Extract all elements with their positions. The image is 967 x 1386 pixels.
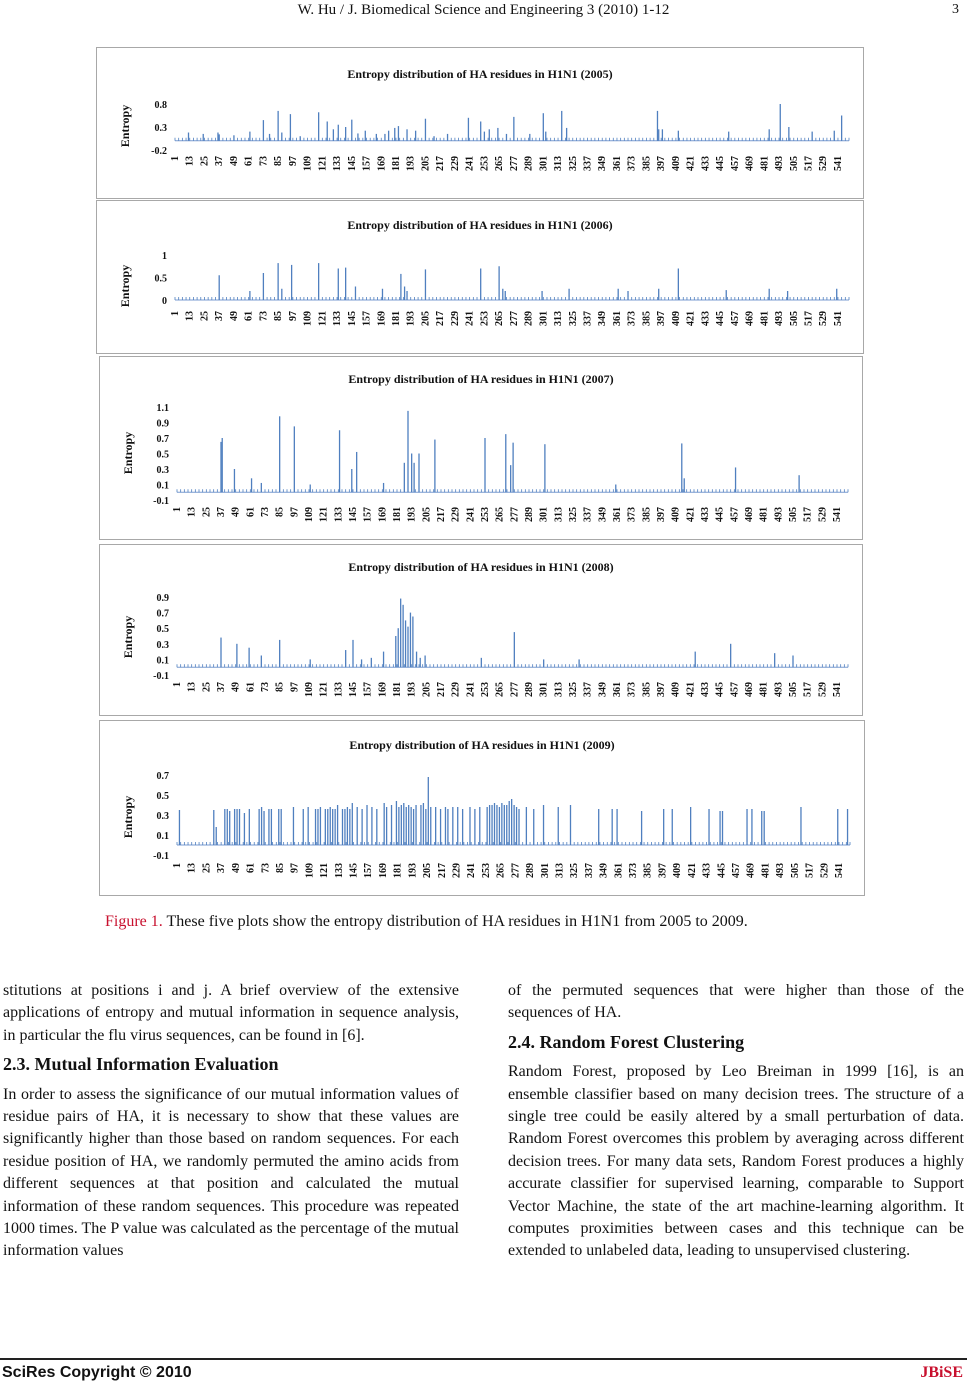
x-tick-label: 469: [744, 507, 755, 522]
x-tick-label: 541: [832, 507, 843, 522]
x-tick-label: 169: [377, 682, 389, 697]
y-tick-label: 0.3: [156, 465, 169, 476]
x-tick-label: 49: [230, 507, 242, 517]
y-tick-label: 0.1: [156, 480, 169, 492]
y-axis-label: Entropy: [118, 264, 132, 308]
x-tick-label: 13: [186, 682, 198, 692]
y-tick-label: 0.7: [156, 608, 169, 620]
y-tick-label: 0.3: [154, 123, 167, 134]
x-tick-label: 349: [597, 156, 609, 171]
x-tick-label: 109: [304, 682, 315, 697]
x-tick-label: 241: [466, 863, 478, 878]
x-tick-label: 481: [759, 156, 771, 171]
y-axis-label: Entropy: [121, 795, 135, 839]
y-tick-label: -0.1: [153, 671, 169, 682]
x-tick-label: 265: [494, 507, 506, 522]
x-tick-label: 229: [449, 311, 461, 326]
x-tick-label: 529: [819, 863, 831, 878]
x-tick-label: 445: [714, 682, 726, 697]
x-tick-label: 397: [656, 311, 668, 326]
x-tick-label: 253: [480, 863, 492, 878]
x-tick-label: 481: [759, 311, 771, 326]
x-tick-label: 241: [465, 682, 477, 697]
x-tick-label: 1: [170, 156, 181, 161]
y-tick-label: -0.2: [151, 146, 167, 157]
x-tick-label: 541: [832, 682, 843, 697]
x-tick-label: 493: [774, 311, 786, 326]
x-tick-label: 25: [199, 311, 211, 321]
x-tick-label: 421: [685, 156, 697, 171]
x-tick-label: 37: [214, 311, 226, 321]
x-tick-label: 373: [626, 156, 638, 171]
x-tick-label: 217: [435, 311, 447, 326]
x-tick-label: 109: [302, 156, 314, 171]
x-tick-label: 385: [641, 682, 653, 697]
x-tick-label: 97: [289, 507, 301, 517]
x-tick-label: 13: [186, 507, 198, 517]
y-tick-label: 0.3: [156, 811, 169, 822]
x-tick-label: 325: [567, 311, 579, 326]
x-tick-label: 505: [788, 507, 799, 522]
x-tick-label: 373: [626, 507, 638, 522]
x-tick-label: 85: [274, 682, 286, 692]
footer: [0, 1364, 967, 1386]
y-tick-label: 0.5: [154, 273, 167, 285]
x-tick-label: 385: [642, 863, 654, 878]
x-tick-label: 457: [729, 156, 741, 171]
x-tick-label: 469: [744, 156, 756, 171]
x-tick-label: 145: [348, 863, 360, 878]
x-tick-label: 25: [201, 682, 213, 692]
y-tick-label: -0.1: [153, 496, 169, 507]
x-tick-label: 133: [333, 682, 345, 697]
chart-2005: [97, 48, 863, 198]
y-tick-label: 0.3: [156, 639, 169, 651]
x-tick-label: 481: [758, 682, 770, 697]
x-tick-label: 529: [817, 507, 829, 522]
x-tick-label: 73: [260, 682, 271, 692]
x-tick-label: 37: [216, 682, 227, 692]
footer-rule: [0, 1358, 967, 1360]
x-tick-label: 49: [228, 156, 240, 166]
x-tick-label: 157: [361, 156, 373, 171]
section-heading-2-3: 2.3. Mutual Information Evaluation: [3, 1054, 279, 1075]
x-tick-label: 301: [539, 863, 551, 878]
x-tick-label: 157: [361, 311, 373, 326]
x-tick-label: 229: [450, 507, 462, 522]
x-tick-label: 73: [260, 863, 272, 873]
x-tick-label: 361: [612, 507, 623, 522]
x-tick-label: 85: [274, 863, 286, 873]
x-tick-label: 265: [494, 156, 506, 171]
x-tick-label: 193: [405, 156, 417, 171]
chart-panel-2008: [99, 544, 863, 716]
x-tick-label: 85: [273, 156, 285, 166]
x-tick-label: 433: [700, 156, 712, 171]
x-tick-label: 445: [715, 156, 727, 171]
x-tick-label: 277: [509, 682, 521, 697]
x-tick-label: 25: [201, 507, 213, 517]
x-tick-label: 397: [657, 863, 669, 878]
x-tick-label: 133: [332, 156, 344, 171]
x-tick-label: 505: [788, 682, 799, 697]
footer-copyright: SciRes Copyright © 2010: [2, 1364, 192, 1381]
x-tick-label: 349: [597, 682, 609, 697]
x-tick-label: 253: [480, 682, 491, 697]
x-tick-label: 193: [407, 863, 419, 878]
x-tick-label: 13: [184, 311, 196, 321]
x-tick-label: 169: [376, 311, 388, 326]
x-tick-label: 373: [626, 682, 638, 697]
x-tick-label: 229: [450, 682, 462, 697]
x-tick-label: 529: [818, 311, 830, 326]
x-tick-label: 133: [333, 863, 345, 878]
x-tick-label: 409: [670, 507, 682, 522]
y-tick-label: 0.9: [156, 593, 169, 604]
x-tick-label: 277: [510, 863, 522, 878]
page-number: 3: [952, 2, 959, 17]
x-tick-label: 253: [479, 156, 491, 171]
x-tick-label: 409: [670, 682, 682, 697]
x-tick-label: 253: [479, 311, 491, 326]
x-tick-label: 265: [495, 863, 507, 878]
y-tick-label: 0.1: [156, 655, 169, 667]
x-tick-label: 349: [597, 507, 609, 522]
x-tick-label: 421: [686, 863, 698, 878]
x-tick-label: 49: [230, 863, 242, 873]
x-tick-label: 241: [465, 507, 477, 522]
x-tick-label: 289: [525, 863, 537, 878]
running-header: [0, 2, 967, 24]
x-tick-label: 445: [716, 863, 728, 878]
left-column: [3, 980, 459, 1267]
x-tick-label: 301: [538, 507, 550, 522]
x-tick-label: 349: [597, 311, 609, 326]
x-tick-label: 181: [390, 311, 402, 326]
x-tick-label: 205: [421, 682, 433, 697]
x-tick-label: 61: [245, 507, 257, 517]
x-tick-label: 49: [228, 311, 240, 321]
x-tick-label: 13: [184, 156, 196, 166]
x-tick-label: 241: [464, 311, 476, 326]
x-tick-label: 97: [287, 156, 299, 166]
x-tick-label: 541: [832, 311, 844, 326]
footer-journal: JBiSE: [920, 1364, 963, 1381]
x-tick-label: 277: [508, 311, 520, 326]
x-tick-label: 313: [553, 311, 565, 326]
x-tick-label: 133: [333, 507, 345, 522]
x-tick-label: 517: [802, 507, 814, 522]
caption-text: These five plots show the entropy distribution of HA residues in H1N1 from 2005 to 2009.: [162, 913, 748, 930]
x-tick-label: 73: [258, 311, 270, 321]
x-tick-label: 145: [348, 507, 359, 522]
chart-panel-2007: [99, 356, 863, 540]
right-column: [508, 980, 964, 1267]
x-tick-label: 517: [803, 311, 815, 326]
x-tick-label: 85: [274, 507, 286, 517]
chart-2007: [100, 357, 862, 539]
x-tick-label: 169: [377, 507, 389, 522]
chart-panel-2009: [99, 720, 865, 896]
x-tick-label: 85: [273, 311, 285, 321]
x-tick-label: 361: [613, 863, 625, 878]
x-tick-label: 265: [494, 311, 506, 326]
x-tick-label: 145: [346, 311, 358, 326]
x-tick-label: 289: [523, 156, 535, 171]
y-axis-label: Entropy: [118, 104, 132, 148]
x-tick-label: 73: [260, 507, 271, 517]
x-tick-label: 97: [287, 311, 299, 321]
x-tick-label: 433: [700, 507, 711, 522]
chart-panel-2006: [96, 200, 864, 354]
x-tick-label: 337: [583, 863, 595, 878]
x-tick-label: 193: [406, 682, 418, 697]
x-tick-label: 457: [729, 682, 741, 697]
x-tick-label: 109: [304, 863, 316, 878]
x-tick-label: 217: [436, 863, 448, 878]
x-tick-label: 1: [172, 682, 183, 687]
y-tick-label: 0.5: [156, 791, 169, 802]
x-tick-label: 1: [170, 311, 181, 316]
x-tick-label: 181: [392, 863, 404, 878]
chart-2008: [100, 545, 862, 715]
x-tick-label: 61: [245, 682, 257, 692]
figure-caption: [105, 911, 865, 932]
x-tick-label: 61: [243, 311, 255, 321]
x-tick-label: 517: [804, 863, 816, 878]
x-tick-label: 121: [319, 863, 331, 878]
chart-2006: [97, 201, 863, 353]
x-tick-label: 73: [258, 156, 270, 166]
x-tick-label: 145: [346, 156, 358, 171]
x-tick-label: 541: [833, 863, 845, 878]
left-paragraph-1: stitutions at positions i and j. A brief overview of the extensive applications of entropy and mutual information in sequence analysis, in particular the flu virus sequences, can be found in [6].: [3, 982, 459, 1044]
x-tick-label: 397: [656, 507, 667, 522]
x-tick-label: 325: [569, 863, 581, 878]
x-tick-label: 337: [582, 311, 594, 326]
x-tick-label: 361: [611, 156, 623, 171]
x-tick-label: 373: [628, 863, 640, 878]
x-tick-label: 217: [436, 682, 447, 697]
x-tick-label: 157: [363, 863, 375, 878]
x-tick-label: 205: [420, 156, 432, 171]
right-paragraph-1: of the permuted sequences that were higher than those of the sequences of HA.: [508, 982, 964, 1022]
x-tick-label: 409: [672, 863, 684, 878]
x-tick-label: 133: [332, 311, 344, 326]
x-tick-label: 289: [524, 507, 535, 522]
chart-title: Entropy distribution of HA residues in H1N1 (2005): [347, 67, 613, 81]
x-tick-label: 373: [626, 311, 638, 326]
x-tick-label: 289: [524, 682, 535, 697]
x-tick-label: 445: [715, 311, 727, 326]
caption-label: Figure 1.: [105, 913, 163, 930]
x-tick-label: 37: [216, 863, 228, 873]
section-heading-2-4: 2.4. Random Forest Clustering: [508, 1031, 745, 1052]
y-tick-label: 0.7: [156, 771, 169, 782]
x-tick-label: 277: [509, 507, 521, 522]
x-tick-label: 313: [553, 156, 565, 171]
x-tick-label: 301: [538, 156, 550, 171]
x-tick-label: 181: [392, 682, 403, 697]
x-tick-label: 397: [656, 682, 667, 697]
x-tick-label: 301: [538, 682, 550, 697]
x-tick-label: 481: [758, 507, 770, 522]
x-tick-label: 13: [186, 863, 198, 873]
x-tick-label: 97: [289, 863, 301, 873]
chart-title: Entropy distribution of HA residues in H1N1 (2007): [348, 372, 614, 386]
x-tick-label: 409: [670, 156, 682, 171]
x-tick-label: 409: [670, 311, 682, 326]
x-tick-label: 169: [377, 863, 389, 878]
x-tick-label: 361: [611, 311, 623, 326]
x-tick-label: 229: [451, 863, 463, 878]
x-tick-label: 505: [789, 863, 801, 878]
x-tick-label: 181: [392, 507, 403, 522]
x-tick-label: 541: [832, 156, 844, 171]
x-tick-label: 469: [744, 682, 755, 697]
x-tick-label: 421: [685, 682, 697, 697]
x-tick-label: 325: [567, 156, 579, 171]
x-tick-label: 517: [803, 156, 815, 171]
x-tick-label: 337: [582, 507, 594, 522]
header-text: W. Hu / J. Biomedical Science and Engineering 3 (2010) 1-12: [297, 2, 670, 18]
x-tick-label: 205: [422, 863, 434, 878]
x-tick-label: 433: [700, 682, 711, 697]
x-tick-label: 433: [701, 863, 713, 878]
x-tick-label: 217: [436, 507, 447, 522]
x-tick-label: 145: [348, 682, 359, 697]
x-tick-label: 421: [685, 507, 697, 522]
x-tick-label: 25: [201, 863, 213, 873]
x-tick-label: 157: [362, 682, 374, 697]
x-tick-label: 241: [464, 156, 476, 171]
y-tick-label: 0.7: [156, 434, 169, 445]
left-paragraph-2: In order to assess the significance of our mutual information values of residue pairs of HA, it is necessary to show that these values are significantly higher than those based on random sequences. For each residue position of HA, we randomly permuted the amino acids from different sequences at that position and calculated the mutual information of these random sequences. This procedure was repeated 1000 times. The P value was calculated as the percentage of the mutual information values: [3, 1085, 459, 1260]
x-tick-label: 49: [230, 682, 242, 692]
x-tick-label: 397: [656, 156, 668, 171]
x-tick-label: 37: [216, 507, 227, 517]
x-tick-label: 517: [802, 682, 814, 697]
x-tick-label: 493: [775, 863, 787, 878]
x-tick-label: 385: [641, 507, 653, 522]
x-tick-label: 265: [494, 682, 506, 697]
x-tick-label: 421: [685, 311, 697, 326]
x-tick-label: 37: [214, 156, 226, 166]
x-tick-label: 337: [582, 682, 594, 697]
chart-title: Entropy distribution of HA residues in H1N1 (2009): [349, 738, 615, 752]
x-tick-label: 505: [788, 311, 800, 326]
x-tick-label: 193: [405, 311, 417, 326]
x-tick-label: 349: [598, 863, 610, 878]
x-tick-label: 325: [568, 682, 579, 697]
x-tick-label: 277: [508, 156, 520, 171]
x-tick-label: 121: [318, 682, 330, 697]
x-tick-label: 157: [362, 507, 374, 522]
x-tick-label: 121: [317, 311, 329, 326]
x-tick-label: 301: [538, 311, 550, 326]
x-tick-label: 169: [376, 156, 388, 171]
x-tick-label: 469: [745, 863, 757, 878]
x-tick-label: 313: [553, 507, 565, 522]
x-tick-label: 493: [773, 682, 785, 697]
x-tick-label: 337: [582, 156, 594, 171]
x-tick-label: 469: [744, 311, 756, 326]
x-tick-label: 361: [612, 682, 623, 697]
y-tick-label: -0.1: [153, 851, 169, 862]
y-tick-label: 0.9: [156, 418, 169, 430]
x-tick-label: 493: [774, 156, 786, 171]
x-tick-label: 121: [318, 507, 330, 522]
y-tick-label: 0.5: [156, 449, 169, 461]
x-tick-label: 481: [760, 863, 772, 878]
x-tick-label: 193: [406, 507, 418, 522]
x-tick-label: 457: [730, 863, 742, 878]
x-tick-label: 205: [421, 507, 433, 522]
x-tick-label: 109: [304, 507, 315, 522]
x-tick-label: 97: [289, 682, 301, 692]
y-tick-label: 0.8: [154, 100, 167, 111]
x-tick-label: 1: [172, 863, 183, 868]
x-tick-label: 205: [420, 311, 432, 326]
x-tick-label: 445: [714, 507, 726, 522]
x-tick-label: 25: [199, 156, 211, 166]
x-tick-label: 61: [245, 863, 257, 873]
x-tick-label: 229: [449, 156, 461, 171]
x-tick-label: 325: [568, 507, 579, 522]
right-paragraph-2: Random Forest, proposed by Leo Breiman in 1999 [16], is an ensemble classifier based on many decision trees. The structure of a single tree could be easily altered by a small perturbation of data. Random Forest overcomes this problem by averaging across different decision trees. For many data sets, Random Forest produces a highly accurate classifier for supervised learning, comparable to Support Vector Machine, the state of the art machine-learning algorithm. It computes proximities between cases and this technique can be extended to unlabeled data, leading to unsupervised clustering.: [508, 1063, 964, 1260]
x-tick-label: 433: [700, 311, 712, 326]
y-tick-label: 0: [162, 296, 167, 307]
x-tick-label: 253: [480, 507, 491, 522]
x-tick-label: 313: [554, 863, 566, 878]
x-tick-label: 121: [317, 156, 329, 171]
chart-2009: [100, 721, 864, 895]
x-tick-label: 313: [553, 682, 565, 697]
x-tick-label: 1: [172, 507, 183, 512]
y-tick-label: 0.5: [156, 624, 169, 636]
y-tick-label: 1.1: [156, 403, 169, 414]
x-tick-label: 385: [641, 311, 653, 326]
x-tick-label: 529: [818, 156, 830, 171]
x-tick-label: 529: [817, 682, 829, 697]
y-axis-label: Entropy: [121, 431, 135, 475]
y-tick-label: 0.1: [156, 831, 169, 842]
y-axis-label: Entropy: [121, 615, 135, 659]
chart-panel-2005: [96, 47, 864, 199]
chart-title: Entropy distribution of HA residues in H1N1 (2006): [347, 218, 613, 232]
x-tick-label: 109: [302, 311, 314, 326]
x-tick-label: 385: [641, 156, 653, 171]
x-tick-label: 505: [788, 156, 800, 171]
x-tick-label: 457: [729, 311, 741, 326]
x-tick-label: 217: [435, 156, 447, 171]
x-tick-label: 457: [729, 507, 741, 522]
x-tick-label: 61: [243, 156, 255, 166]
x-tick-label: 181: [390, 156, 402, 171]
chart-title: Entropy distribution of HA residues in H1N1 (2008): [348, 560, 614, 574]
y-tick-label: 1: [162, 251, 167, 262]
x-tick-label: 493: [773, 507, 785, 522]
x-tick-label: 289: [523, 311, 535, 326]
